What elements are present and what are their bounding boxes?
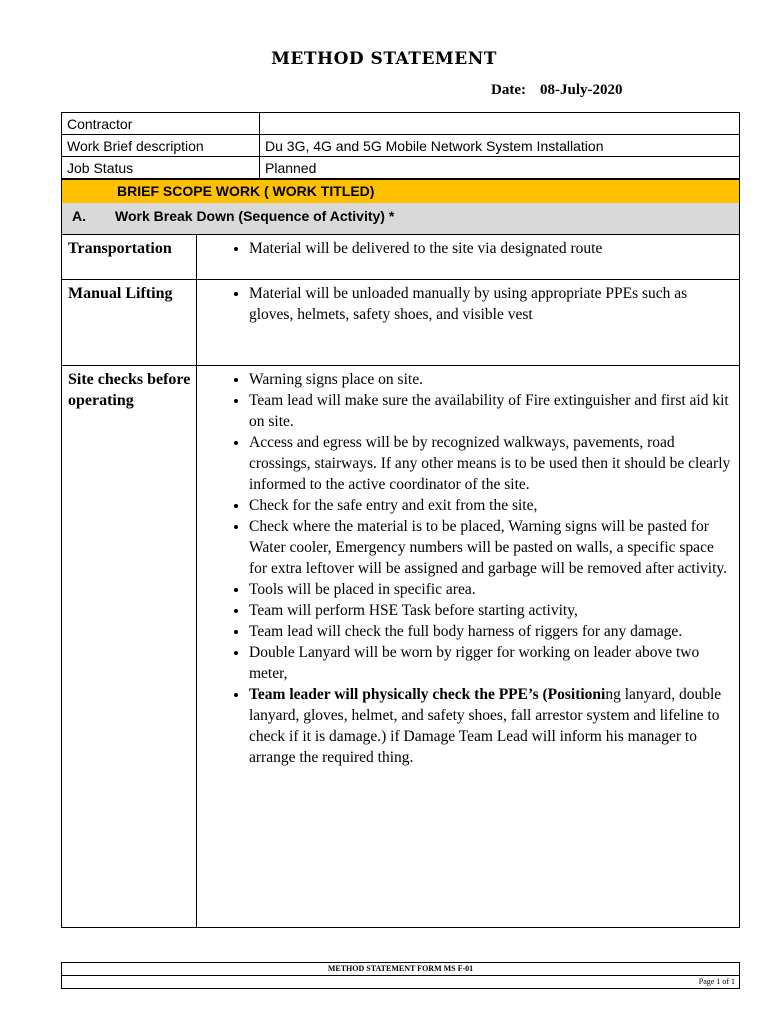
scope-band-label: BRIEF SCOPE WORK ( WORK TITLED) — [117, 183, 375, 199]
date-value: 08-July-2020 — [539, 82, 623, 98]
document-title: METHOD STATEMENT — [271, 49, 497, 69]
list-item: • Team lead will check the full body harness of riggers for any damage. — [249, 621, 733, 642]
breakdown-title: Work Break Down (Sequence of Activity) * — [115, 208, 395, 224]
breakdown-letter: A. — [72, 208, 86, 224]
list-item: • Access and egress will be by recognized walkways, pavements, road crossings, stairways. If any other means is to be used then it should be clearly informed to the active coordinator of the site. — [249, 432, 733, 495]
activity-label: Manual Lifting — [62, 280, 197, 366]
activity-table — [61, 234, 740, 928]
info-value: Planned — [260, 157, 740, 179]
activity-label: Site checks before operating — [62, 366, 197, 928]
list-item: • Team will perform HSE Task before starting activity, — [249, 600, 733, 621]
activity-label: Transportation — [62, 235, 197, 280]
activity-content — [197, 366, 740, 928]
info-row-work-brief — [62, 135, 740, 157]
list-item-bold-part: Team leader will physically check the PPE’s (Positioni — [249, 686, 606, 703]
list-item: • Tools will be placed in specific area. — [249, 579, 733, 600]
breakdown-header — [61, 203, 740, 235]
footer — [61, 962, 740, 989]
info-table — [61, 112, 740, 179]
scope-band — [61, 179, 740, 204]
info-label: Job Status — [62, 157, 260, 179]
bullet-list — [227, 283, 733, 325]
list-item: • Check for the safe entry and exit from the site, — [249, 495, 733, 516]
date-label: Date: — [491, 82, 526, 98]
list-item: • Warning signs place on site. — [249, 369, 733, 390]
activity-row-manual-lifting — [62, 280, 740, 366]
list-item: • Check where the material is to be placed, Warning signs will be pasted for Water cooler, Emergency numbers will be pasted on walls, a specific space for extra leftover will be assigned and garbage will be removed after activity. — [249, 516, 733, 579]
bullet-list — [227, 238, 733, 259]
info-value — [260, 113, 740, 135]
list-item: • Team lead will make sure the availability of Fire extinguisher and first aid kit on site. — [249, 390, 733, 432]
page-number: Page 1 of 1 — [698, 977, 735, 986]
info-value: Du 3G, 4G and 5G Mobile Network System Installation — [260, 135, 740, 157]
activity-content — [197, 235, 740, 280]
form-id: METHOD STATEMENT FORM MS F-01 — [62, 963, 739, 976]
list-item-rest: ng lanyard, double lanyard, gloves, helmet, and safety shoes, fall arrestor system and lifeline to check if it is damage.) if Damage Team Lead will inform his manager to arrange the required thing. — [249, 686, 722, 766]
activity-row-transportation — [62, 235, 740, 280]
activity-content — [197, 280, 740, 366]
list-item — [249, 684, 733, 768]
info-row-job-status — [62, 157, 740, 179]
info-row-contractor — [62, 113, 740, 135]
bullet-list — [227, 369, 733, 768]
date-line — [491, 82, 622, 99]
list-item: • Material will be unloaded manually by using appropriate PPEs such as gloves, helmets, safety shoes, and visible vest — [249, 283, 733, 325]
activity-row-site-checks — [62, 366, 740, 928]
info-label: Contractor — [62, 113, 260, 135]
info-label: Work Brief description — [62, 135, 260, 157]
list-item: • Double Lanyard will be worn by rigger for working on leader above two meter, — [249, 642, 733, 684]
list-item: • Material will be delivered to the site via designated route — [249, 238, 733, 259]
